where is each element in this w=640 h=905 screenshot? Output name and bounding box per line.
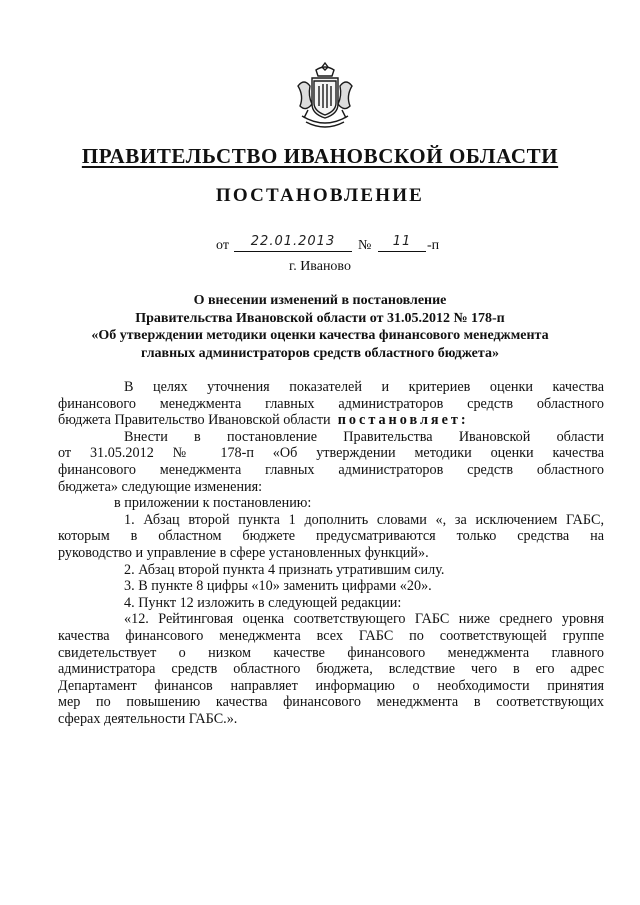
body-text-fragment: бюджета Правительство Ивановской области (58, 412, 331, 429)
heading-line: главных администраторов средств областного бюджета» (141, 345, 499, 361)
number-sign: № (358, 238, 372, 253)
body-line: в приложении к постановлению: (114, 495, 312, 512)
list-item-2: 2. Абзац второй пункта 4 признать утратившим силу. (124, 561, 445, 578)
decision-keyword: постановляет: (337, 412, 469, 429)
organization-title: ПРАВИТЕЛЬСТВО ИВАНОВСКОЙ ОБЛАСТИ (81, 144, 559, 168)
quote-line: «12. Рейтинговая оценка соответствующего ГАБС ниже среднего уровня (124, 611, 604, 628)
date-prefix: от (216, 238, 229, 253)
list-item-1: которым в областном бюджете предусматриваются только средства на (58, 528, 604, 545)
list-item-1: 1. Абзац второй пункта 1 дополнить словами «, за исключением ГАБС, (124, 511, 604, 528)
quote-line: Департамент финансов направляет информацию о необходимости принятия (58, 677, 604, 694)
list-item-4: 4. Пункт 12 изложить в следующей редакции: (124, 594, 402, 611)
body-line: финансового менеджмента главных администраторов средств областного (58, 461, 604, 478)
document-body (58, 379, 604, 727)
quote-line: качества финансового менеджмента всех ГАБС по соответствующей группе (58, 627, 604, 644)
body-line: В целях уточнения показателей и критериев оценки качества (124, 379, 604, 395)
coat-of-arms-icon (294, 60, 356, 132)
date-value: 22.01.2013 (234, 234, 352, 252)
body-line: финансового менеджмента главных администраторов средств областного (58, 395, 604, 412)
list-item-3: 3. В пункте 8 цифры «10» заменить цифрами «20». (124, 578, 432, 595)
body-line (58, 412, 604, 429)
heading-line: Правительства Ивановской области от 31.05.2012 № 178-п (135, 310, 505, 326)
body-line: Внести в постановление Правительства Ивановской области (124, 428, 604, 445)
heading-line: О внесении изменений в постановление (193, 293, 447, 308)
body-line: от 31.05.2012 № 178-п «Об утверждении методики оценки качества (58, 445, 604, 462)
body-line: бюджета» следующие изменения: (58, 478, 263, 495)
quote-line: свидетельствует о низком качестве финансового менеджмента главного (58, 644, 604, 661)
number-suffix: -п (427, 238, 440, 253)
quote-line: администратора средств областного бюджета, вследствие чего в его адрес (58, 661, 604, 678)
heading-line: «Об утверждении методики оценки качества финансового менеджмента (91, 328, 549, 343)
city: г. Иваново (289, 259, 351, 274)
list-item-1: руководство и управление в сфере установленных функций». (58, 544, 429, 561)
document-heading (70, 292, 570, 362)
date-number-line (216, 234, 456, 254)
quote-line: сферах деятельности ГАБС.». (58, 710, 238, 727)
document-type: ПОСТАНОВЛЕНИЕ (215, 185, 425, 206)
quote-line: мер по повышению качества финансового менеджмента в соответствующих (58, 694, 604, 711)
number-value: 11 (378, 234, 426, 252)
